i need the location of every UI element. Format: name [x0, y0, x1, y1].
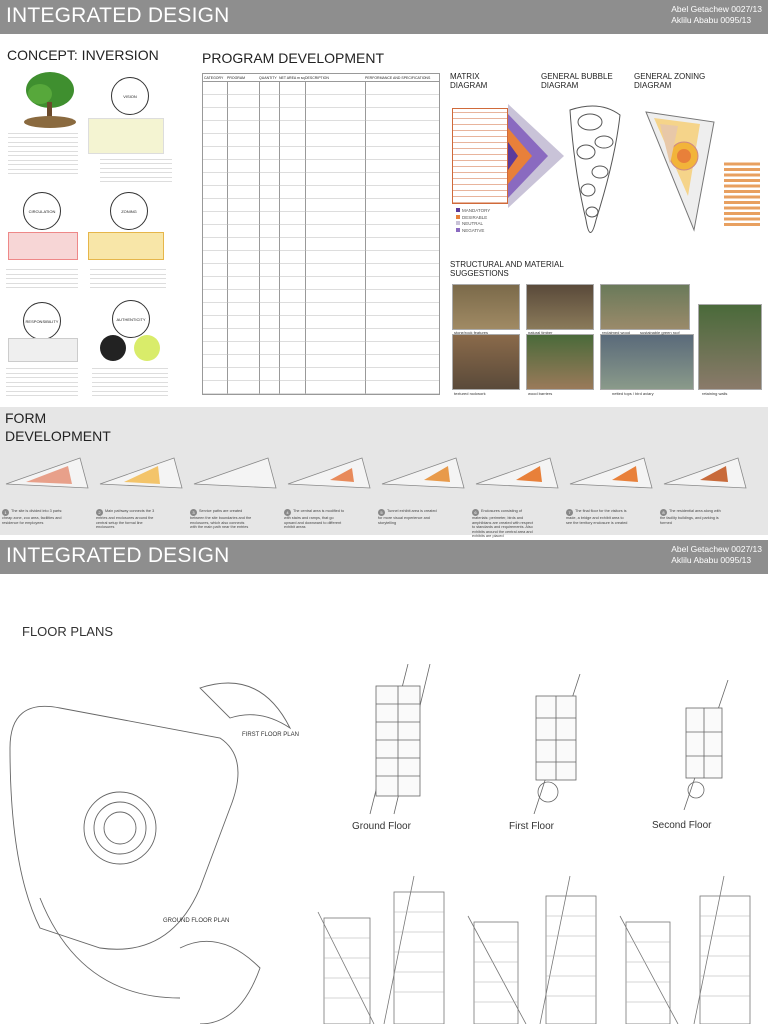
- matrix-legend: MANDATORY DESIRABLE NEUTRAL NEGATIVE: [456, 208, 490, 234]
- concept-text-1: [8, 132, 78, 174]
- structural-title: STRUCTURAL AND MATERIAL SUGGESTIONS: [450, 260, 564, 278]
- form-step-8: 8 The residential area along with the facility buildings, and parking is formed: [660, 509, 721, 525]
- caption-7: netted tops / bird aviary: [612, 391, 654, 396]
- caption-2: natural timber: [528, 330, 553, 335]
- structural-photo-3: [600, 284, 690, 330]
- bubble-title: GENERAL BUBBLE DIAGRAM: [541, 72, 613, 90]
- caption-5: textured rockwork: [454, 391, 486, 396]
- second-floor-label: Second Floor: [652, 820, 712, 831]
- responsibility-sketch: [8, 338, 78, 362]
- structural-photo-4: [452, 334, 520, 390]
- form-step-3: 3 Service paths are created between the site boundaries and the enclosures, which also connects with the main path near the entries: [190, 509, 252, 530]
- second-floor-drawing: [670, 680, 740, 810]
- concept-text-3: [6, 266, 78, 288]
- matrix-title: MATRIX DIAGRAM: [450, 72, 488, 90]
- authenticity-dark-circle: [100, 335, 126, 361]
- concept-circle-circulation: CIRCULATION: [23, 192, 61, 230]
- bubble-diagram: [560, 100, 628, 250]
- first-floor-plan-label: FIRST FLOOR PLAN: [242, 732, 299, 738]
- concept-text-4: [90, 266, 166, 288]
- floor-plans-title: FLOOR PLANS: [22, 624, 114, 639]
- second-banner: [0, 540, 768, 574]
- concept-text-2: [100, 158, 172, 182]
- structural-photo-5: [526, 334, 594, 390]
- matrix-diagram: [508, 104, 564, 208]
- form-title: FORM DEVELOPMENT: [5, 410, 111, 444]
- concept-circle-vision: VISION: [111, 77, 149, 115]
- structural-photo-6: [600, 334, 694, 390]
- vision-sketch: [88, 118, 164, 154]
- concept-title: CONCEPT: INVERSION: [7, 47, 159, 63]
- program-title: PROGRAM DEVELOPMENT: [202, 50, 385, 66]
- concept-circle-authenticity: AUTHENTICITY: [112, 300, 150, 338]
- tree-illustration: [14, 68, 84, 130]
- banner-title-2: INTEGRATED DESIGN: [6, 544, 230, 567]
- ground-floor-drawing: [350, 664, 440, 820]
- structural-photo-1: [452, 284, 520, 330]
- zoning-diagram: [640, 104, 720, 232]
- concept-circle-zoning: ZONING: [110, 192, 148, 230]
- ground-floor-plan-label: GROUND FLOOR PLAN: [163, 918, 230, 924]
- caption-6: wood barriers: [528, 391, 553, 396]
- program-table-header: CATEGORY PROGRAM QUANTITY NET AREA m sq DESCRIPTION PERFORMANCE AND SPECIFICATIONS: [203, 74, 439, 82]
- concept-text-6: [92, 366, 168, 396]
- program-table: [202, 73, 440, 395]
- caption-8: retaining walls: [702, 391, 728, 396]
- first-floor-drawing: [520, 674, 594, 814]
- first-floor-label: First Floor: [509, 821, 554, 832]
- form-sketches: [0, 444, 768, 508]
- form-step-1: 1 The site is divided into 3 parts: cheap zone, zoo area, facilities and residence for employees: [2, 509, 63, 525]
- structural-photo-7: [698, 304, 762, 390]
- form-step-2: 2 Main pathway connects the 3 entries and enclosures around the central setup the formal line enclosures: [96, 509, 155, 530]
- zoning-sketch: [88, 232, 164, 260]
- structural-photo-2: [526, 284, 594, 330]
- form-step-7: 7 The final floor for the visitors is made, a bridge and exhibit area to see the territory enclosure is created: [566, 509, 628, 525]
- form-step-5: 5 Tunnel exhibit area is created for more visual experience and storytelling: [378, 509, 437, 525]
- circulation-sketch: [8, 232, 78, 260]
- program-table-rows: [203, 82, 439, 394]
- form-step-4: 4 The central area is modified to with stairs and ramps, that go upward and downward to different exhibit areas: [284, 509, 345, 530]
- banner-authors-2: Abel Getachew 0027/13 Aklilu Ababu 0095/13: [671, 544, 762, 565]
- site-floor-plan: [0, 668, 320, 1024]
- form-step-6: 6 Enclosures consisting of materials: perimeter, birds and amphibians are created with respect to standards and requirements. Also exhibits around the central area and exhibits are placed: [472, 509, 533, 539]
- caption-1: stone/rock features: [454, 330, 489, 335]
- authenticity-light-circle: [134, 335, 160, 361]
- caption-4: sustainable green roof: [640, 330, 680, 335]
- caption-3: reclaimed wood: [602, 330, 631, 335]
- ground-floor-label: Ground Floor: [352, 821, 411, 832]
- banner-title: INTEGRATED DESIGN: [6, 4, 230, 27]
- concept-text-5: [6, 366, 78, 396]
- zoning-legend: [724, 160, 760, 226]
- detail-floor-plans: [314, 872, 768, 1024]
- zoning-title: GENERAL ZONING DIAGRAM: [634, 72, 706, 90]
- matrix-labels: [452, 108, 508, 204]
- concept-circle-responsibility: RESPONSIBILITY: [23, 302, 61, 340]
- top-banner: [0, 0, 768, 34]
- banner-authors: Abel Getachew 0027/13 Aklilu Ababu 0095/13: [671, 4, 762, 25]
